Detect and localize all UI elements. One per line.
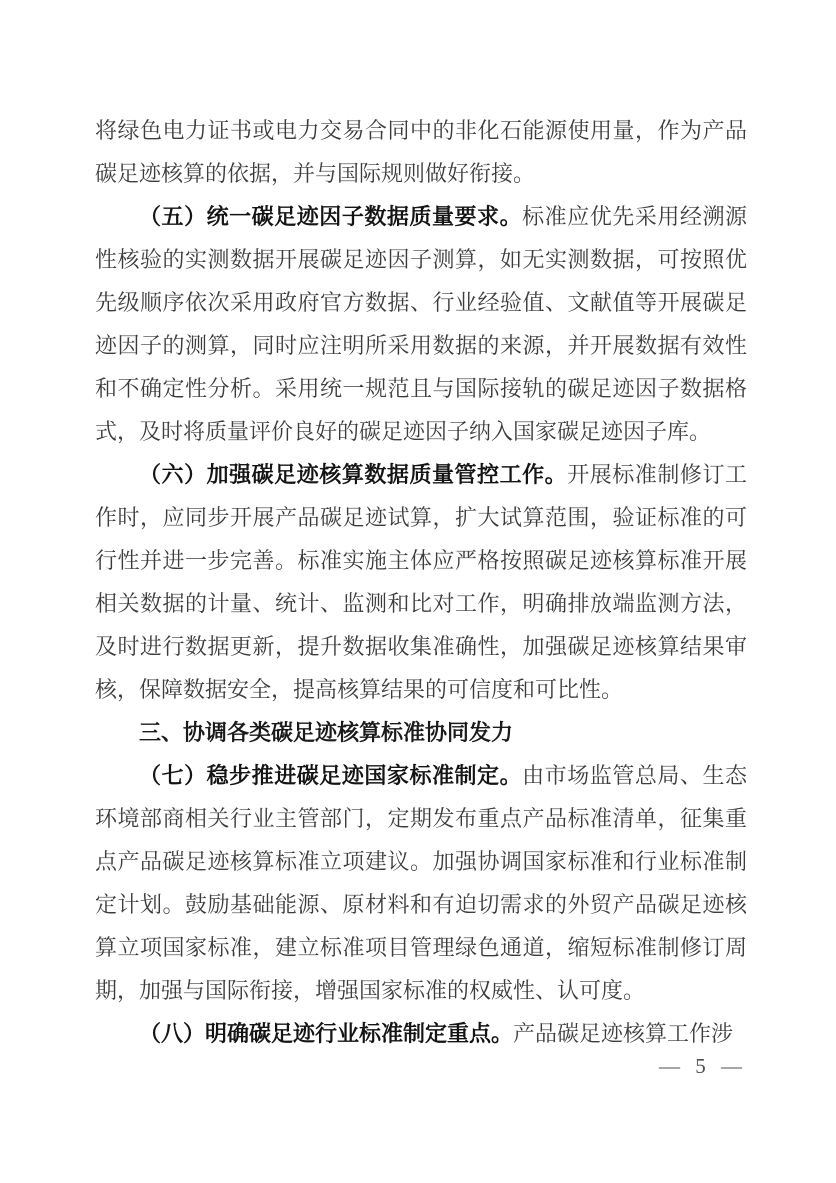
document-body [95, 109, 747, 1055]
paragraph-text: 产品碳足迹核算工作涉 [513, 1021, 734, 1046]
page-number: — 5 — [659, 1054, 743, 1078]
paragraph-text: 标准应优先采用经溯源性核验的实测数据开展碳足迹因子测算，如无实测数据，可按照优先级顺序依次采用政府官方数据、行业经验值、文献值等开展碳足迹因子的测算，同时应注明所采用数据的来源，并开展数据有效性和不确定性分析。采用统一规范且与国际接轨的碳足迹因子数据格式，及时将质量评价良好的碳足迹因子纳入国家碳足迹因子库。 [95, 204, 747, 444]
paragraph-text: 由市场监管总局、生态环境部商相关行业主管部门，定期发布重点产品标准清单，征集重点产品碳足迹核算标准立项建议。加强协调国家标准和行业标准制定计划。鼓励基础能源、原材料和有迫切需求的外贸产品碳足迹核算立项国家标准，建立标准项目管理绿色通道，缩短标准制修订周期，加强与国际衔接，增强国家标准的权威性、认可度。 [95, 763, 747, 1003]
paragraph-lead-6: （六）加强碳足迹核算数据质量管控工作。 [139, 462, 568, 487]
paragraph-continuation [95, 109, 747, 195]
section-heading-text: 三、协调各类碳足迹核算标准协同发力 [139, 720, 514, 745]
paragraph-text: 开展标准制修订工作时，应同步开展产品碳足迹试算，扩大试算范围，验证标准的可行性并进一步完善。标准实施主体应严格按照碳足迹核算标准开展相关数据的计量、统计、监测和比对工作，明确排放端监测方法，及时进行数据更新，提升数据收集准确性，加强碳足迹核算结果审核，保障数据安全，提高核算结果的可信度和可比性。 [95, 462, 747, 702]
paragraph-lead-8: （八）明确碳足迹行业标准制定重点。 [139, 1021, 514, 1046]
paragraph-lead-7: （七）稳步推进碳足迹国家标准制定。 [139, 763, 523, 788]
section-heading-3 [95, 711, 747, 754]
paragraph-item-8 [95, 1012, 747, 1055]
paragraph-item-7 [95, 754, 747, 1012]
paragraph-item-6 [95, 453, 747, 711]
paragraph-text: 将绿色电力证书或电力交易合同中的非化石能源使用量，作为产品碳足迹核算的依据，并与国际规则做好衔接。 [95, 118, 747, 186]
paragraph-item-5 [95, 195, 747, 453]
paragraph-lead-5: （五）统一碳足迹因子数据质量要求。 [139, 204, 523, 229]
